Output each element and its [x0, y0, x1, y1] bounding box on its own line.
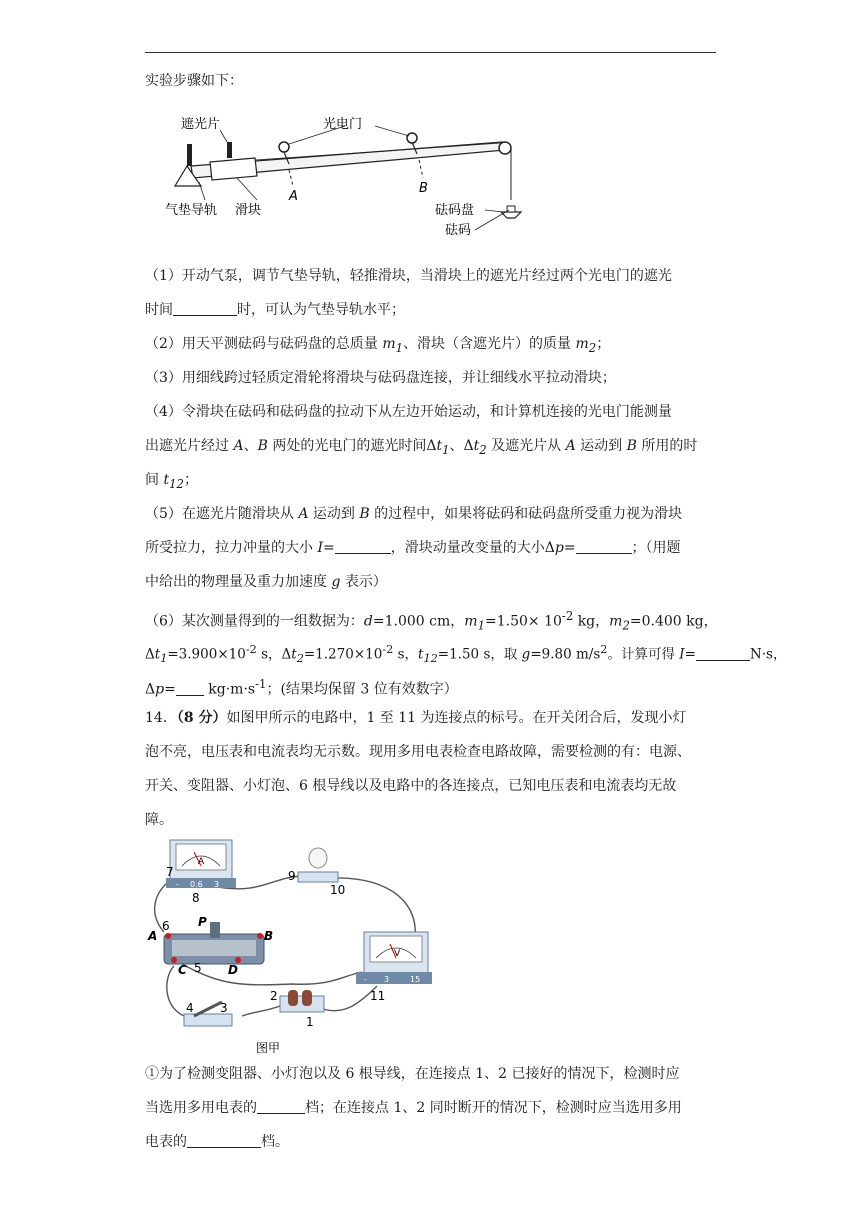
label-a: A — [289, 189, 298, 204]
gate-b — [407, 133, 417, 143]
answer-blank[interactable] — [257, 1099, 305, 1114]
label-gate: 光电门 — [323, 117, 363, 132]
label-P: P — [198, 915, 207, 929]
label-b: B — [419, 181, 428, 196]
step-4c: 间 $t_{12}$； — [145, 472, 198, 491]
point-11: 11 — [370, 989, 386, 1003]
point-4: 4 — [186, 1001, 194, 1015]
voltmeter-base — [356, 972, 432, 984]
weight — [507, 206, 515, 212]
step-5b: 所受拉力，拉力冲量的大小 I= ，滑块动量改变量的大小Δp= ；（用题 — [145, 540, 681, 556]
point-10: 10 — [330, 883, 346, 897]
answer-blank[interactable] — [335, 539, 391, 554]
step-6b: $\Delta t_1=3.900\times 10^{-2}$ s，$\Delta t_2=1.270\times 10^{-2}$ s，$t_{12}=1.50$ s，取 g=9.80 $m/s^2$。计算可得 I= N·s， — [145, 643, 787, 666]
intro-text: 实验步骤如下： — [145, 73, 243, 89]
q14-sub-1: ①为了检测变阻器、小灯泡以及 6 根导线，在连接点 1、2 已接好的情况下，检测时应 — [145, 1066, 680, 1082]
step-4b: 出遮光片经过 A、B 两处的光电门的遮光时间$\Delta t_1$、$\Delta t_2$ 及遮光片从 A 运动到 B 所用的时 — [145, 438, 698, 457]
ammeter-3: 3 — [214, 880, 220, 889]
switch-base — [184, 1014, 232, 1026]
point-8: 8 — [192, 891, 200, 905]
q14-line-b: 泡不亮，电压表和电流表均无示数。现用多用电表检查电路故障，需要检测的有：电源、 — [145, 744, 691, 760]
answer-blank[interactable] — [576, 539, 632, 554]
ammeter-06: 0.6 — [190, 880, 203, 889]
point-9: 9 — [288, 869, 296, 883]
answer-blank[interactable] — [187, 1133, 261, 1148]
point-3: 3 — [220, 1001, 228, 1015]
label-weight: 砝码 — [445, 223, 472, 238]
step-3: （3）用细线跨过轻质定滑轮将滑块与砝码盘连接，并让细线水平拉动滑块； — [145, 370, 616, 386]
step-6a: （6）某次测量得到的一组数据为：d=1.000 cm，$m_1=1.50\times 10^{-2}$ kg，$m_2=0.400$ kg， — [145, 609, 718, 633]
shade-plate — [227, 142, 232, 158]
q14-line-c: 开关、变阻器、小灯泡、6 根导线以及电路中的各连接点，已知电压表和电流表均无故 — [145, 778, 677, 794]
voltmeter-symbol: V — [394, 949, 401, 959]
answer-blank[interactable] — [176, 681, 204, 696]
label-B: B — [264, 929, 274, 943]
step-1a: （1）开动气泵，调节气垫导轨，轻推滑块，当滑块上的遮光片经过两个光电门的遮光 — [145, 268, 672, 284]
voltmeter-minus: - — [364, 975, 367, 984]
label-shade: 遮光片 — [181, 117, 221, 132]
q14-sub-2: 当选用多用电表的 档；在连接点 1、2 同时断开的情况下，检测时应当选用多用 — [145, 1100, 682, 1116]
label-D: D — [228, 963, 238, 977]
point-5: 5 — [194, 961, 202, 975]
slider-block — [210, 158, 257, 180]
label-C: C — [178, 963, 187, 977]
figure-caption: 图甲 — [256, 1041, 281, 1055]
label-pan: 砝码盘 — [435, 203, 475, 218]
shade-post — [187, 144, 192, 166]
step-1b: 时间 时，可认为气垫导轨水平； — [145, 302, 405, 318]
point-2: 2 — [270, 989, 278, 1003]
wire-5-vm — [182, 964, 362, 985]
step-6c: $\Delta p= kg\cdot m\cdot s^{-1}$；(结果均保留 3 位有效数字） — [145, 677, 458, 698]
label-rail: 气垫导轨 — [165, 203, 218, 218]
header-rule — [145, 52, 716, 53]
step-4a: （4）令滑块在砝码和砝码盘的拉动下从左边开始运动，和计算机连接的光电门能测量 — [145, 404, 672, 420]
voltmeter-15: 15 — [410, 975, 421, 984]
step-5a: （5）在遮光片随滑块从 A 运动到 B 的过程中，如果将砝码和砝码盘所受重力视为滑块 — [145, 506, 683, 522]
bulb-base — [298, 872, 338, 882]
pulley — [499, 142, 511, 154]
step-5c: 中给出的物理量及重力加速度 g 表示） — [145, 574, 387, 590]
answer-blank[interactable] — [696, 646, 750, 661]
wire-1-11 — [320, 986, 377, 1011]
circuit-figure — [142, 836, 442, 1058]
q14-line-a: 14．（8 分）如图甲所示的电路中，1 至 11 为连接点的标号。在开关闭合后，发现小灯 — [145, 710, 687, 726]
step-2: （2）用天平测砝码与砝码盘的总质量 $m_1$、滑块（含遮光片）的质量 $m_2$； — [145, 336, 611, 355]
ammeter-symbol: A — [198, 857, 205, 867]
gate-a — [279, 142, 289, 152]
point-6: 6 — [162, 919, 170, 933]
air-track-figure — [165, 108, 530, 240]
point-7: 7 — [166, 865, 174, 879]
voltmeter-3: 3 — [384, 975, 390, 984]
label-slider: 滑块 — [235, 203, 262, 218]
point-1: 1 — [306, 1015, 314, 1029]
q14-sub-3: 电表的 档。 — [145, 1134, 289, 1150]
wire-3-2 — [242, 1006, 280, 1016]
ammeter-minus: - — [176, 880, 179, 889]
answer-blank[interactable] — [173, 301, 237, 316]
q14-line-d: 障。 — [145, 812, 173, 828]
bulb — [309, 848, 327, 868]
slider-p — [210, 922, 220, 938]
label-A: A — [148, 929, 158, 943]
